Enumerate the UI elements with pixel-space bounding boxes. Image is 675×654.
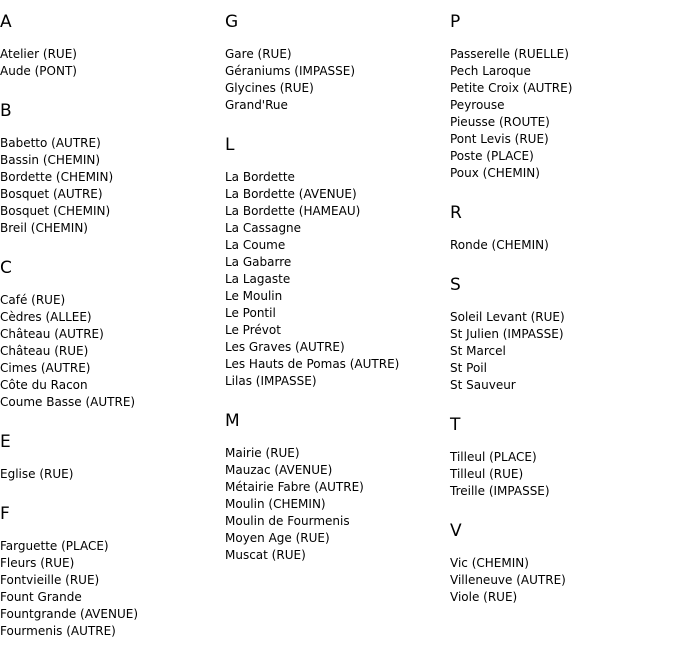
- street-name: St Julien (IMPASSE): [450, 327, 564, 341]
- street-list: [450, 309, 670, 394]
- section-letter-heading: P: [450, 12, 461, 32]
- street-name: Lilas (IMPASSE): [225, 374, 317, 388]
- street-name: St Poil: [450, 361, 487, 375]
- street-name: Pech Laroque: [450, 64, 531, 78]
- street-name: Poste (PLACE): [450, 149, 534, 163]
- street-name: Bosquet (AUTRE): [0, 187, 103, 201]
- street-name: Moyen Age (RUE): [225, 531, 330, 545]
- street-name: Muscat (RUE): [225, 548, 306, 562]
- street-name: Métairie Fabre (AUTRE): [225, 480, 364, 494]
- street-name: Côte du Racon: [0, 378, 88, 392]
- letter-section: [225, 134, 445, 390]
- street-list: [0, 466, 220, 483]
- section-letter-heading: C: [0, 258, 12, 278]
- street-name: Moulin de Fourmenis: [225, 514, 350, 528]
- street-name: Moulin (CHEMIN): [225, 497, 326, 511]
- street-name: Grand'Rue: [225, 98, 288, 112]
- section-letter-heading: M: [225, 411, 240, 431]
- street-list: [0, 46, 220, 80]
- street-name: Ronde (CHEMIN): [450, 238, 549, 252]
- street-name: Glycines (RUE): [225, 81, 314, 95]
- street-name: Mauzac (AVENUE): [225, 463, 333, 477]
- street-name: Tilleul (RUE): [450, 467, 524, 481]
- street-name: Café (RUE): [0, 293, 66, 307]
- street-name: Les Hauts de Pomas (AUTRE): [225, 357, 400, 371]
- street-name: Bordette (CHEMIN): [0, 170, 114, 184]
- street-name: Tilleul (PLACE): [450, 450, 537, 464]
- street-list: [450, 449, 670, 500]
- street-name: Fourmenis (AUTRE): [0, 624, 116, 638]
- section-letter-heading: V: [450, 521, 462, 541]
- section-letter-heading: E: [0, 432, 11, 452]
- letter-section: [225, 410, 445, 564]
- street-list: [0, 292, 220, 411]
- street-name: Vic (CHEMIN): [450, 556, 529, 570]
- street-name: Géraniums (IMPASSE): [225, 64, 356, 78]
- street-name: Coume Basse (AUTRE): [0, 395, 136, 409]
- street-list: [450, 237, 670, 254]
- street-name: La Cassagne: [225, 221, 302, 235]
- street-list: [450, 555, 670, 606]
- letter-section: [0, 503, 220, 640]
- street-name: Petite Croix (AUTRE): [450, 81, 573, 95]
- street-name: Passerelle (RUELLE): [450, 47, 569, 61]
- street-name: Farguette (PLACE): [0, 539, 109, 553]
- street-name: Château (AUTRE): [0, 327, 104, 341]
- street-name: La Bordette (AVENUE): [225, 187, 357, 201]
- street-list: [225, 169, 445, 390]
- street-name: St Marcel: [450, 344, 506, 358]
- street-name: Les Graves (AUTRE): [225, 340, 345, 354]
- section-letter-heading: R: [450, 203, 462, 223]
- section-letter-heading: G: [225, 12, 239, 32]
- street-name: Pieusse (ROUTE): [450, 115, 550, 129]
- letter-section: [450, 274, 670, 394]
- section-letter-heading: T: [450, 415, 461, 435]
- letter-section: [450, 202, 670, 254]
- street-name: Villeneuve (AUTRE): [450, 573, 566, 587]
- street-name: Bassin (CHEMIN): [0, 153, 101, 167]
- street-name: St Sauveur: [450, 378, 516, 392]
- street-name: Le Prévot: [225, 323, 281, 337]
- street-name: Soleil Levant (RUE): [450, 310, 565, 324]
- street-name: Fount Grande: [0, 590, 82, 604]
- letter-section: [450, 520, 670, 606]
- street-name: Poux (CHEMIN): [450, 166, 540, 180]
- street-name: Château (RUE): [0, 344, 89, 358]
- letter-section: [0, 431, 220, 483]
- street-name: La Bordette: [225, 170, 295, 184]
- street-name: Cèdres (ALLEE): [0, 310, 92, 324]
- street-name: La Coume: [225, 238, 286, 252]
- section-letter-heading: B: [0, 101, 12, 121]
- street-name: Peyrouse: [450, 98, 505, 112]
- street-name: Atelier (RUE): [0, 47, 77, 61]
- street-name: La Lagaste: [225, 272, 291, 286]
- street-name: Babetto (AUTRE): [0, 136, 101, 150]
- letter-section: [225, 11, 445, 114]
- street-index-column-1: [0, 0, 220, 640]
- street-name: Gare (RUE): [225, 47, 292, 61]
- letter-section: [450, 414, 670, 500]
- street-name: Eglise (RUE): [0, 467, 74, 481]
- street-name: Fleurs (RUE): [0, 556, 75, 570]
- street-name: Breil (CHEMIN): [0, 221, 88, 235]
- street-name: Bosquet (CHEMIN): [0, 204, 111, 218]
- street-name: Le Pontil: [225, 306, 276, 320]
- street-index-column-2: [225, 0, 445, 564]
- street-name: Pont Levis (RUE): [450, 132, 549, 146]
- street-name: La Bordette (HAMEAU): [225, 204, 361, 218]
- letter-section: [450, 11, 670, 182]
- street-name: Viole (RUE): [450, 590, 518, 604]
- street-list: [450, 46, 670, 182]
- street-index-column-3: [450, 0, 670, 606]
- letter-section: [0, 100, 220, 237]
- letter-section: [0, 257, 220, 411]
- street-list: [225, 46, 445, 114]
- section-letter-heading: F: [0, 504, 10, 524]
- street-list: [0, 538, 220, 640]
- letter-section: [0, 11, 220, 80]
- street-list: [0, 135, 220, 237]
- street-name: La Gabarre: [225, 255, 292, 269]
- street-name: Aude (PONT): [0, 64, 77, 78]
- section-letter-heading: L: [225, 135, 235, 155]
- street-name: Mairie (RUE): [225, 446, 300, 460]
- street-name: Treille (IMPASSE): [450, 484, 550, 498]
- street-name: Le Moulin: [225, 289, 283, 303]
- street-list: [225, 445, 445, 564]
- street-name: Cimes (AUTRE): [0, 361, 91, 375]
- section-letter-heading: A: [0, 12, 12, 32]
- section-letter-heading: S: [450, 275, 461, 295]
- street-name: Fountgrande (AVENUE): [0, 607, 138, 621]
- street-name: Fontvieille (RUE): [0, 573, 100, 587]
